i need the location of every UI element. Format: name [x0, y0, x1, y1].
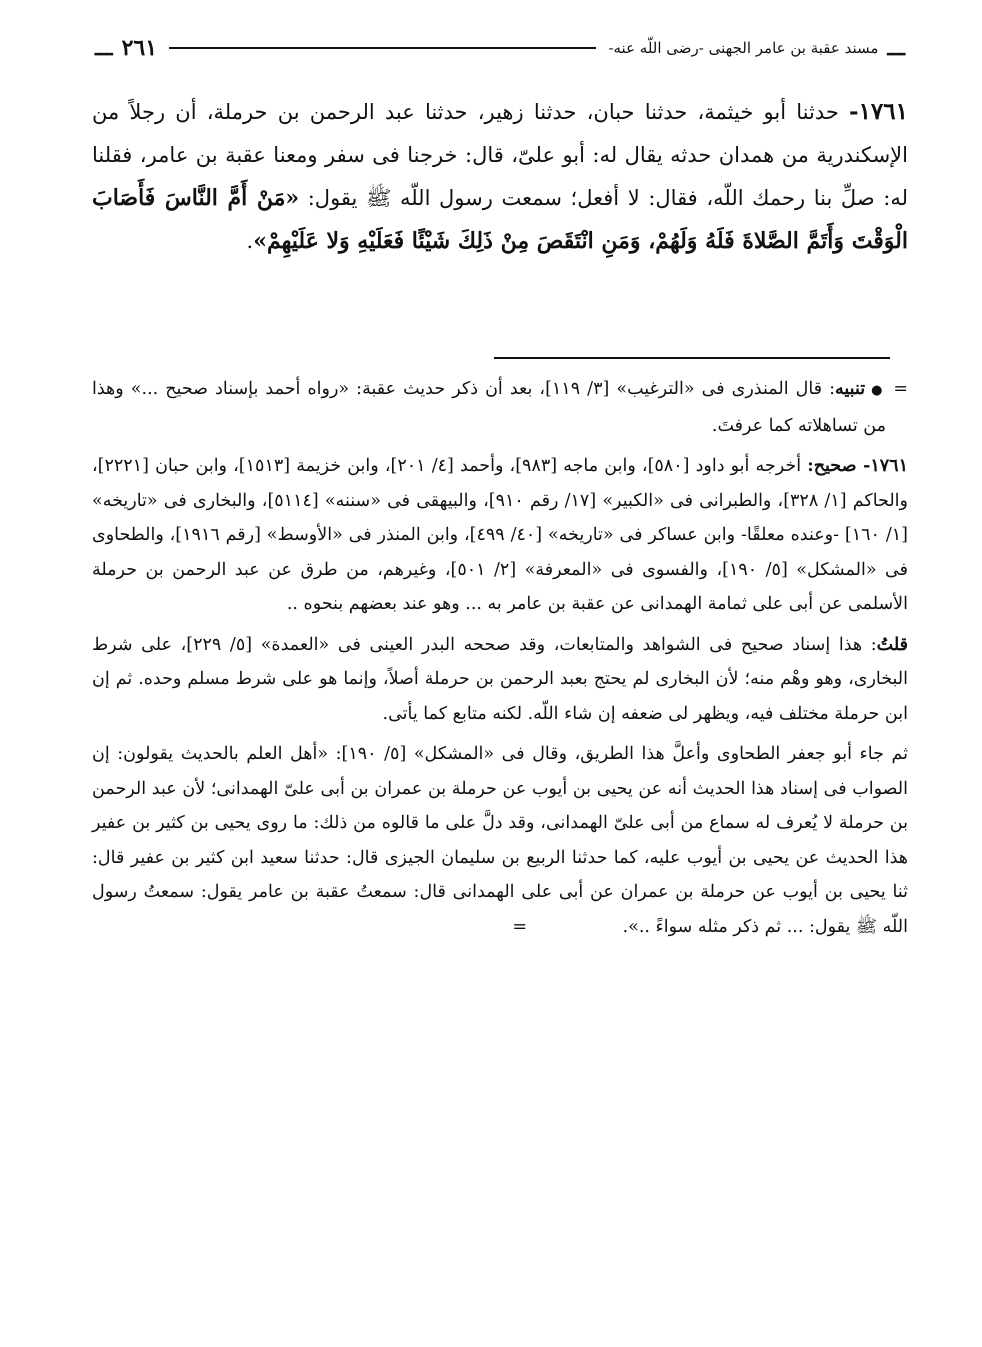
note-qultu-text: : هذا إسناد صحيح فى الشواهد والمتابعات، وقد صححه البدر العينى فى «العمدة» [٥/ ٢٢٩]، على شرط البخارى، وهو وهْم منه؛ لأن البخارى لم يحتج بعبد الرحمن بن حرملة أصلاً، وإنما هو على شرط مسلم وحده. ثم إن ابن حرملة مختلف فيه، ويظهر لى ضعفه إن شاء اللّه. لكنه متابع كما يأتى.	[92, 634, 908, 724]
note-takhrij	[92, 449, 908, 622]
bullet-icon: ●	[871, 383, 884, 398]
note-tahawi-text: ثم جاء أبو جعفر الطحاوى وأعلَّ هذا الطريق، وقال فى «المشكل» [٥/ ١٩٠]: «أهل العلم بالحديث يقولون: إن الصواب فى إسناد هذا الحديث أنه عن يحيى بن أيوب عن حرملة بن عمران بن أبى علىّ الهمدانى؛ لأن عبد الرحمن بن حرملة لا يُعرف له سماع من أبى علىّ الهمدانى، وقد دلَّ على ما قالوه من ذلك: ما روى يحيى بن كثير بن عفير هذا الحديث عن يحيى بن أيوب عليه، كما حدثنا الربيع بن سليمان الجيزى قال: حدثنا سعيد ابن كثير بن عفير قال: ثنا يحيى بن أيوب عن حرملة بن عمران عن أبى على الهمدانى قال: سمعتُ عقبة بن عامر يقول: سمعتُ رسول اللّه ﷺ يقول: ... ثم ذكر مثله سواءً ..».	[92, 744, 908, 937]
note-takhrij-label: ١٧٦١- صحيح:	[807, 456, 908, 476]
page-header	[92, 28, 908, 68]
note-tahawi	[92, 737, 908, 944]
hadith-quote: «مَنْ أَمَّ النَّاسَ فَأَصَابَ الْوَقْتَ وَأَتَمَّ الصَّلاةَ فَلَهُ وَلَهُمْ، وَمَنِ انْتَقَصَ مِنْ ذَلِكَ شَيْئًا فَعَلَيْهِ وَلا عَلَيْهِمْ»	[92, 185, 908, 254]
hadith-text	[92, 90, 908, 263]
footnote-separator	[494, 357, 890, 359]
note-qultu	[92, 628, 908, 732]
continuation-mark-end: =	[512, 916, 528, 937]
running-title: مسند عقبة بن عامر الجهنى -رضى اللّه عنه-	[608, 39, 879, 57]
header-rule	[169, 47, 596, 49]
note-tanbih-label: تنبيه	[835, 379, 866, 399]
hadith-chain: حدثنا أبو خيثمة، حدثنا حبان، حدثنا زهير، حدثنا عبد الرحمن بن حرملة، أن رجلاً من الإسكندرية من همدان حدثه يقال له: أبو علىّ، قال: خرجنا فى سفر ومعنا عقبة بن عامر، فقلنا له: صلِّ بنا رحمك اللّه، فقال: لا أفعل؛ سمعت رسول اللّه ﷺ يقول:	[92, 100, 908, 210]
hadith-end: .	[246, 229, 254, 253]
header-dash-left: ـــ	[95, 36, 113, 60]
continuation-mark: =	[893, 379, 908, 399]
page-number: ٢٦١	[121, 35, 158, 61]
hadith-paragraph	[92, 90, 908, 263]
footnotes	[92, 372, 908, 950]
note-takhrij-text: أخرجه أبو داود [٥٨٠]، وابن ماجه [٩٨٣]، وأحمد [٤/ ٢٠١]، وابن خزيمة [١٥١٣]، وابن حبان [٢٢٢١]، والحاكم [١/ ٣٢٨]، والطبرانى فى «الكبير» [١٧/ رقم ٩١٠]، والبيهقى فى «سننه» [٥١١٤]، والبخارى فى «تاريخه» [١/ ١٦٠] -وعنده معلقًا- وابن عساكر فى «تاريخه» [٤٠/ ٤٩٩]، وابن المنذر فى «الأوسط» [رقم ١٩١٦]، والطحاوى فى «المشكل» [٥/ ١٩٠]، والفسوى فى «المعرفة» [٢/ ٥٠١]، وغيرهم، من طرق عن عبد الرحمن بن حرملة الأسلمى عن أبى على ثمامة الهمدانى عن عقبة بن عامر به ... وهو عند بعضهم بنحوه ..	[92, 456, 908, 614]
hadith-number: ١٧٦١-	[849, 98, 908, 125]
note-tanbih	[92, 372, 908, 443]
note-qultu-label: قلتُ	[876, 634, 908, 655]
header-dash-right: ـــ	[887, 36, 905, 60]
note-tanbih-text: : قال المنذرى فى «الترغيب» [٣/ ١١٩]، بعد أن ذكر حديث عقبة: «رواه أحمد بإسناد صحيح ...» وهذا من تساهلاته كما عرفتَ.	[92, 379, 886, 436]
